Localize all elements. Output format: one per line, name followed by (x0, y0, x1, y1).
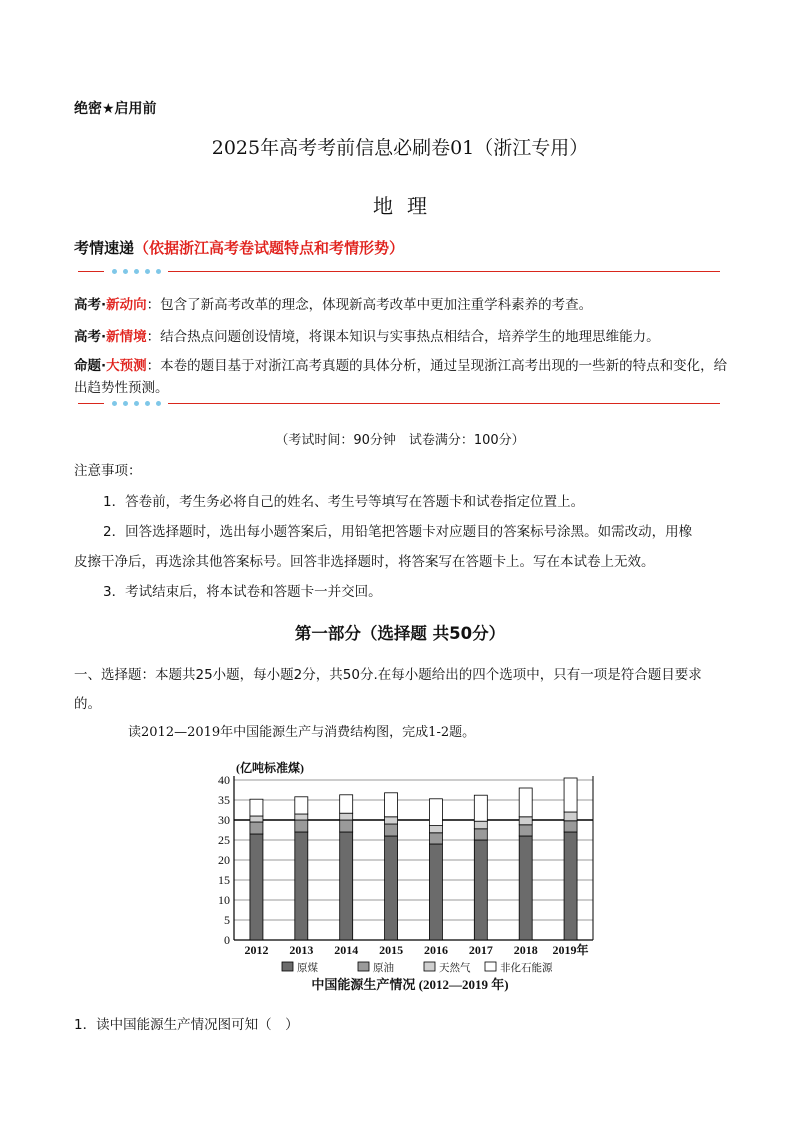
bar-segment (250, 834, 263, 940)
notice-title: 注意事项： (74, 463, 142, 479)
y-tick-label: 20 (218, 853, 230, 867)
bar-segment (474, 795, 487, 821)
y-tick-label: 35 (218, 793, 230, 807)
analysis-sub-label: （依据浙江高考卷试题特点和考情形势） (134, 239, 405, 257)
legend-label: 天然气 (439, 963, 471, 974)
bar-segment (519, 788, 532, 817)
bar-segment (564, 832, 577, 940)
y-axis-label: (亿吨标准煤) (236, 761, 304, 775)
x-tick-label: 2018 (513, 943, 538, 957)
legend-swatch (485, 962, 496, 971)
bar-segment (564, 812, 577, 821)
x-tick-label: 2017 (468, 943, 493, 957)
y-tick-label: 10 (218, 893, 230, 907)
bar-segment (250, 816, 263, 822)
y-tick-label: 40 (218, 773, 230, 787)
exam-title: 2025年高考考前信息必刷卷01（浙江专用） (211, 137, 589, 159)
read-prompt: 读2012—2019年中国能源生产与消费结构图，完成1-2题。 (128, 725, 476, 740)
notice-item: 1．答卷前，考生务必将自己的姓名、考生号等填写在答题卡和试卷指定位置上。 (103, 494, 585, 510)
bar-segment (474, 840, 487, 940)
bar-segment (295, 797, 308, 814)
energy-production-chart (200, 755, 620, 995)
y-tick-label: 15 (218, 873, 230, 887)
x-tick-label: 2015 (379, 943, 404, 957)
bar-segment (564, 778, 577, 812)
x-tick-label: 2014 (334, 943, 359, 957)
bar-segment (340, 813, 353, 820)
bar-segment (564, 821, 577, 832)
bar-segment (429, 833, 442, 844)
notice-item: 3．考试结束后，将本试卷和答题卡一并交回。 (103, 584, 382, 600)
question-1: 1．读中国能源生产情况图可知（ ） (74, 1017, 299, 1033)
bar-segment (385, 793, 398, 817)
y-tick-label: 30 (218, 813, 230, 827)
x-tick-label: 2019年 (552, 943, 589, 957)
bar-segment (340, 832, 353, 940)
x-tick-label: 2013 (289, 943, 314, 957)
legend-label: 原油 (373, 963, 394, 974)
bar-segment (474, 829, 487, 840)
bar-segment (340, 795, 353, 813)
legend-label: 非化石能源 (500, 963, 553, 974)
bar-segment (519, 836, 532, 940)
notice-item: 2．回答选择题时，选出每小题答案后，用铅笔把答题卡对应题目的答案标号涂黑。如需改动，用橡 (103, 524, 693, 540)
bar-segment (385, 817, 398, 824)
question-section-intro: 一、选择题：本题共25小题，每小题2分，共50分.在每小题给出的四个选项中，只有一项是符合题目要求的。 (74, 667, 702, 712)
bar-segment (250, 822, 263, 834)
legend-label: 原煤 (297, 963, 318, 974)
analysis-item: 命题·大预测：本卷的题目基于对浙江高考真题的具体分析，通过呈现浙江高考出现的一些新的特点和变化，给出趋势性预测。 (74, 358, 728, 396)
analysis-item: 高考·新动向：包含了新高考改革的理念，体现新高考改革中更加注重学科素养的考查。 (74, 297, 593, 313)
bar-segment (295, 832, 308, 940)
separator-bottom (78, 398, 720, 410)
bar-segment (340, 820, 353, 832)
bar-segment (295, 820, 308, 832)
x-tick-label: 2012 (244, 943, 269, 957)
y-tick-label: 5 (224, 913, 230, 927)
part1-title: 第一部分（选择题 共50分） (294, 624, 506, 643)
bar-segment (295, 814, 308, 820)
secret-mark: 绝密★启用前 (74, 101, 157, 117)
y-tick-label: 0 (224, 933, 230, 947)
legend-swatch (424, 962, 435, 971)
analysis-heading (74, 237, 404, 258)
bar-segment (519, 825, 532, 836)
bar-segment (429, 826, 442, 833)
y-tick-label: 25 (218, 833, 230, 847)
bar-segment (250, 799, 263, 816)
bar-segment (474, 821, 487, 829)
exam-info: （考试时间：90分钟 试卷满分：100分） (275, 433, 525, 448)
x-tick-label: 2016 (423, 943, 448, 957)
legend-swatch (282, 962, 293, 971)
subject-title: 地理 (373, 194, 441, 218)
bar-segment (385, 836, 398, 940)
bar-segment (519, 817, 532, 825)
separator-top (78, 266, 720, 278)
legend-swatch (358, 962, 369, 971)
chart-title: 中国能源生产情况 (2012—2019 年) (311, 977, 509, 992)
bar-segment (385, 824, 398, 836)
analysis-item: 高考·新情境：结合热点问题创设情境，将课本知识与实事热点相结合，培养学生的地理思维能力。 (74, 329, 660, 345)
bar-segment (429, 799, 442, 826)
notice-item: 皮擦干净后，再选涂其他答案标号。回答非选择题时，将答案写在答题卡上。写在本试卷上无效。 (74, 554, 655, 570)
bar-segment (429, 844, 442, 940)
analysis-label: 考情速递 (74, 239, 135, 257)
